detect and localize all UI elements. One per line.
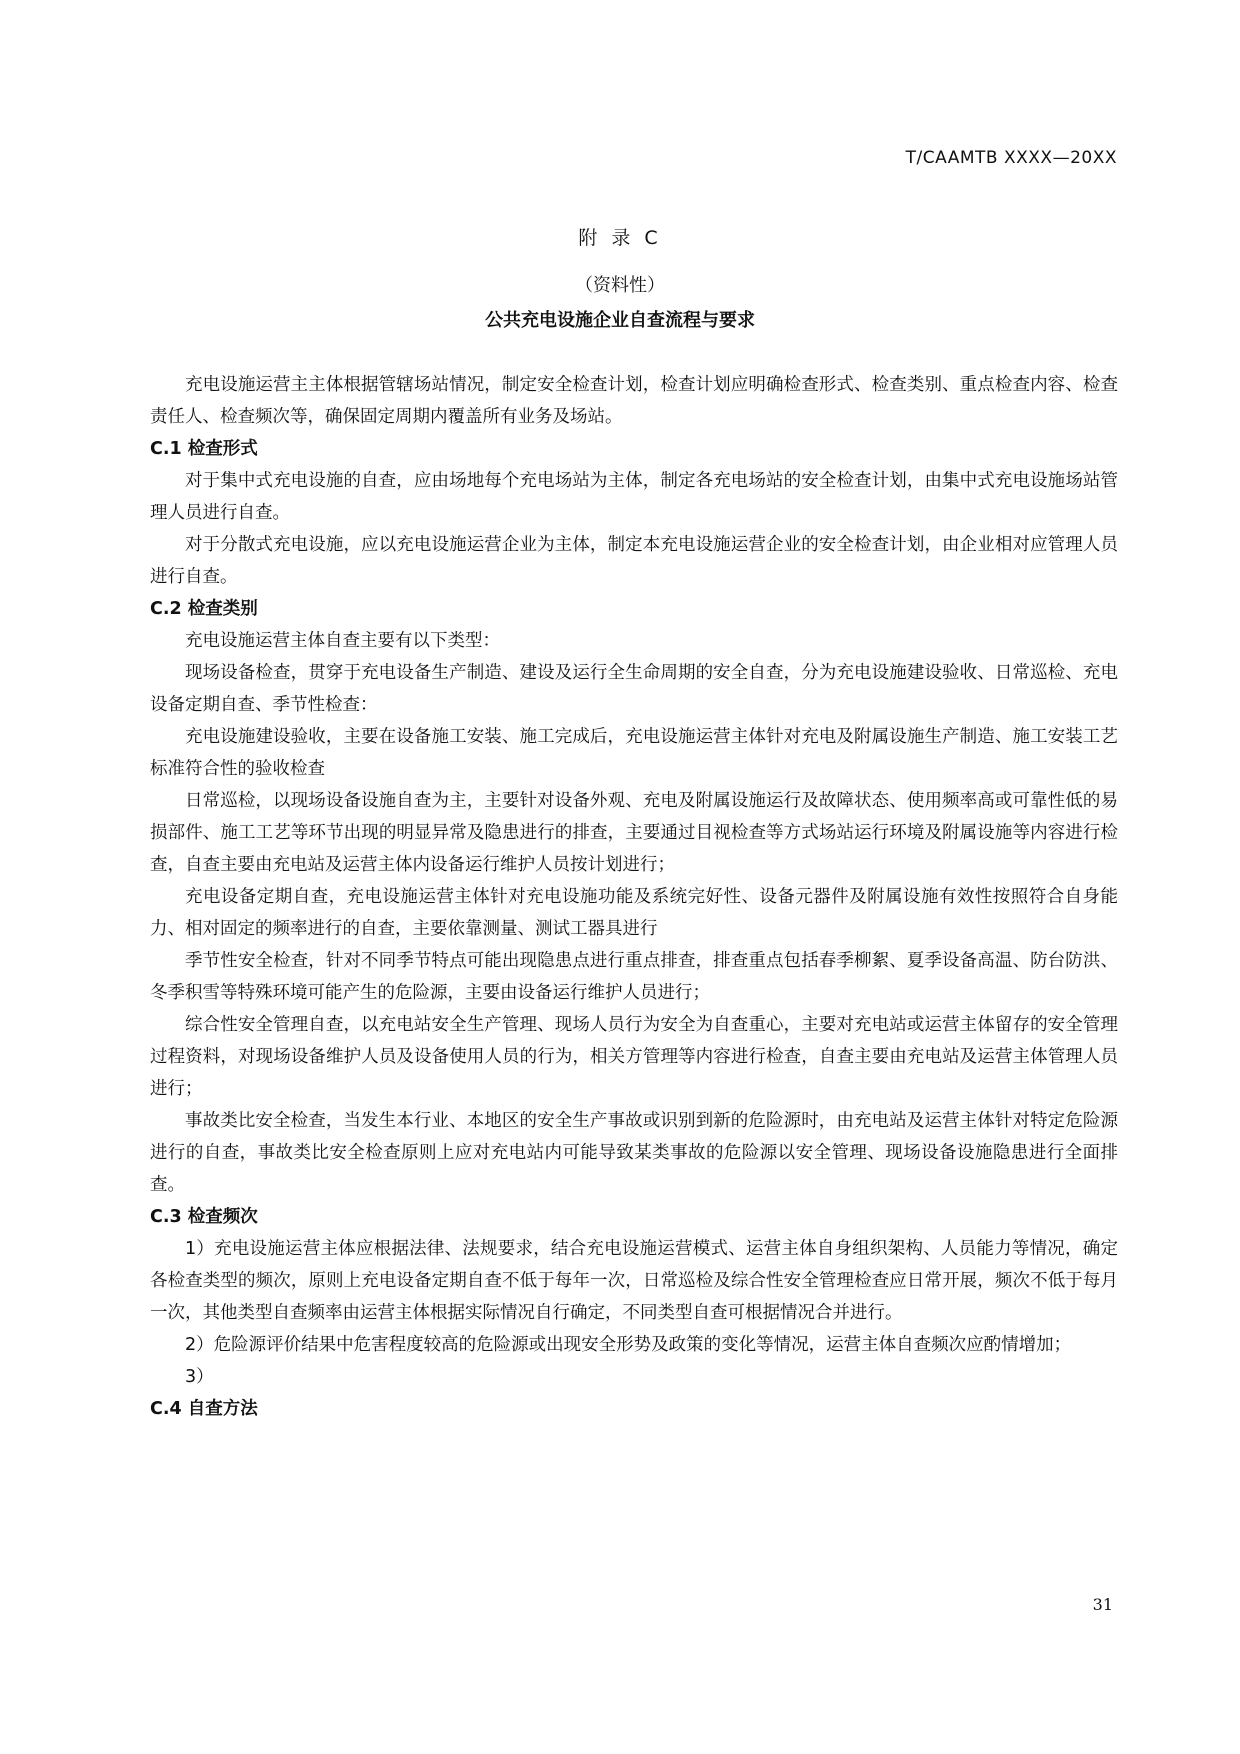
c2-paragraph-5: 充电设备定期自查，充电设施运营主体针对充电设施功能及系统完好性、设备元器件及附属设施有效性按照符合自身能力、相对固定的频率进行的自查，主要依靠测量、测试工器具进行	[150, 887, 1118, 939]
c3-item-3: 3）	[185, 1367, 214, 1387]
c3-item-2: 2）危险源评价结果中危害程度较高的危险源或出现安全形势及政策的变化等情况，运营主体自查频次应酌情增加；	[185, 1335, 1072, 1355]
c3-item-1: 1）充电设施运营主体应根据法律、法规要求，结合充电设施运营模式、运营主体自身组织架构、人员能力等情况，确定各检查类型的频次，原则上充电设备定期自查不低于每年一次，日常巡检及综合性安全管理检查应日常开展，频次不低于每月一次，其他类型自查频率由运营主体根据实际情况自行确定，不同类型自查可根据情况合并进行。	[150, 1239, 1118, 1323]
document-code: T/CAAMTB XXXX—20XX	[905, 148, 1117, 168]
document-body	[150, 369, 1118, 1425]
c2-paragraph-3: 充电设施建设验收，主要在设备施工安装、施工完成后，充电设施运营主体针对充电及附属设施生产制造、施工安装工艺标准符合性的验收检查	[150, 727, 1118, 779]
c2-paragraph-8: 事故类比安全检查，当发生本行业、本地区的安全生产事故或识别到新的危险源时，由充电站及运营主体针对特定危险源进行的自查，事故类比安全检查原则上应对充电站内可能导致某类事故的危险源以安全管理、现场设备设施隐患进行全面排查。	[150, 1111, 1118, 1195]
appendix-title: 公共充电设施企业自查流程与要求	[485, 310, 755, 331]
c2-paragraph-1: 充电设施运营主体自查主要有以下类型：	[185, 631, 500, 651]
section-heading-c3: C.3 检查频次	[150, 1207, 258, 1227]
c1-paragraph-1: 对于集中式充电设施的自查，应由场地每个充电场站为主体，制定各充电场站的安全检查计划，由集中式充电设施场站管理人员进行自查。	[150, 471, 1118, 523]
c2-paragraph-2: 现场设备检查，贯穿于充电设备生产制造、建设及运行全生命周期的安全自查，分为充电设施建设验收、日常巡检、充电设备定期自查、季节性检查：	[150, 663, 1118, 715]
intro-paragraph: 充电设施运营主主体根据管辖场站情况，制定安全检查计划，检查计划应明确检查形式、检查类别、重点检查内容、检查责任人、检查频次等，确保固定周期内覆盖所有业务及场站。	[150, 375, 1118, 427]
page-number: 31	[1092, 1595, 1113, 1614]
c2-paragraph-7: 综合性安全管理自查，以充电站安全生产管理、现场人员行为安全为自查重心，主要对充电站或运营主体留存的安全管理过程资料，对现场设备维护人员及设备使用人员的行为，相关方管理等内容进行检查，自查主要由充电站及运营主体管理人员进行；	[150, 1015, 1118, 1099]
section-heading-c1: C.1 检查形式	[150, 439, 258, 459]
c2-paragraph-6: 季节性安全检查，针对不同季节特点可能出现隐患点进行重点排查，排查重点包括春季柳絮、夏季设备高温、防台防洪、冬季积雪等特殊环境可能产生的危险源，主要由设备运行维护人员进行；	[150, 951, 1118, 1003]
c1-paragraph-2: 对于分散式充电设施，应以充电设施运营企业为主体，制定本充电设施运营企业的安全检查计划，由企业相对应管理人员进行自查。	[150, 535, 1118, 587]
c2-paragraph-4: 日常巡检，以现场设备设施自查为主，主要针对设备外观、充电及附属设施运行及故障状态、使用频率高或可靠性低的易损部件、施工工艺等环节出现的明显异常及隐患进行的排查，主要通过目视检查等方式场站运行环境及附属设施等内容进行检查，自查主要由充电站及运营主体内设备运行维护人员按计划进行；	[150, 791, 1118, 875]
appendix-label: 附 录 C	[578, 227, 662, 249]
section-heading-c2: C.2 检查类别	[150, 599, 258, 619]
appendix-nature: （资料性）	[575, 275, 665, 296]
section-heading-c4: C.4 自查方法	[150, 1399, 258, 1419]
